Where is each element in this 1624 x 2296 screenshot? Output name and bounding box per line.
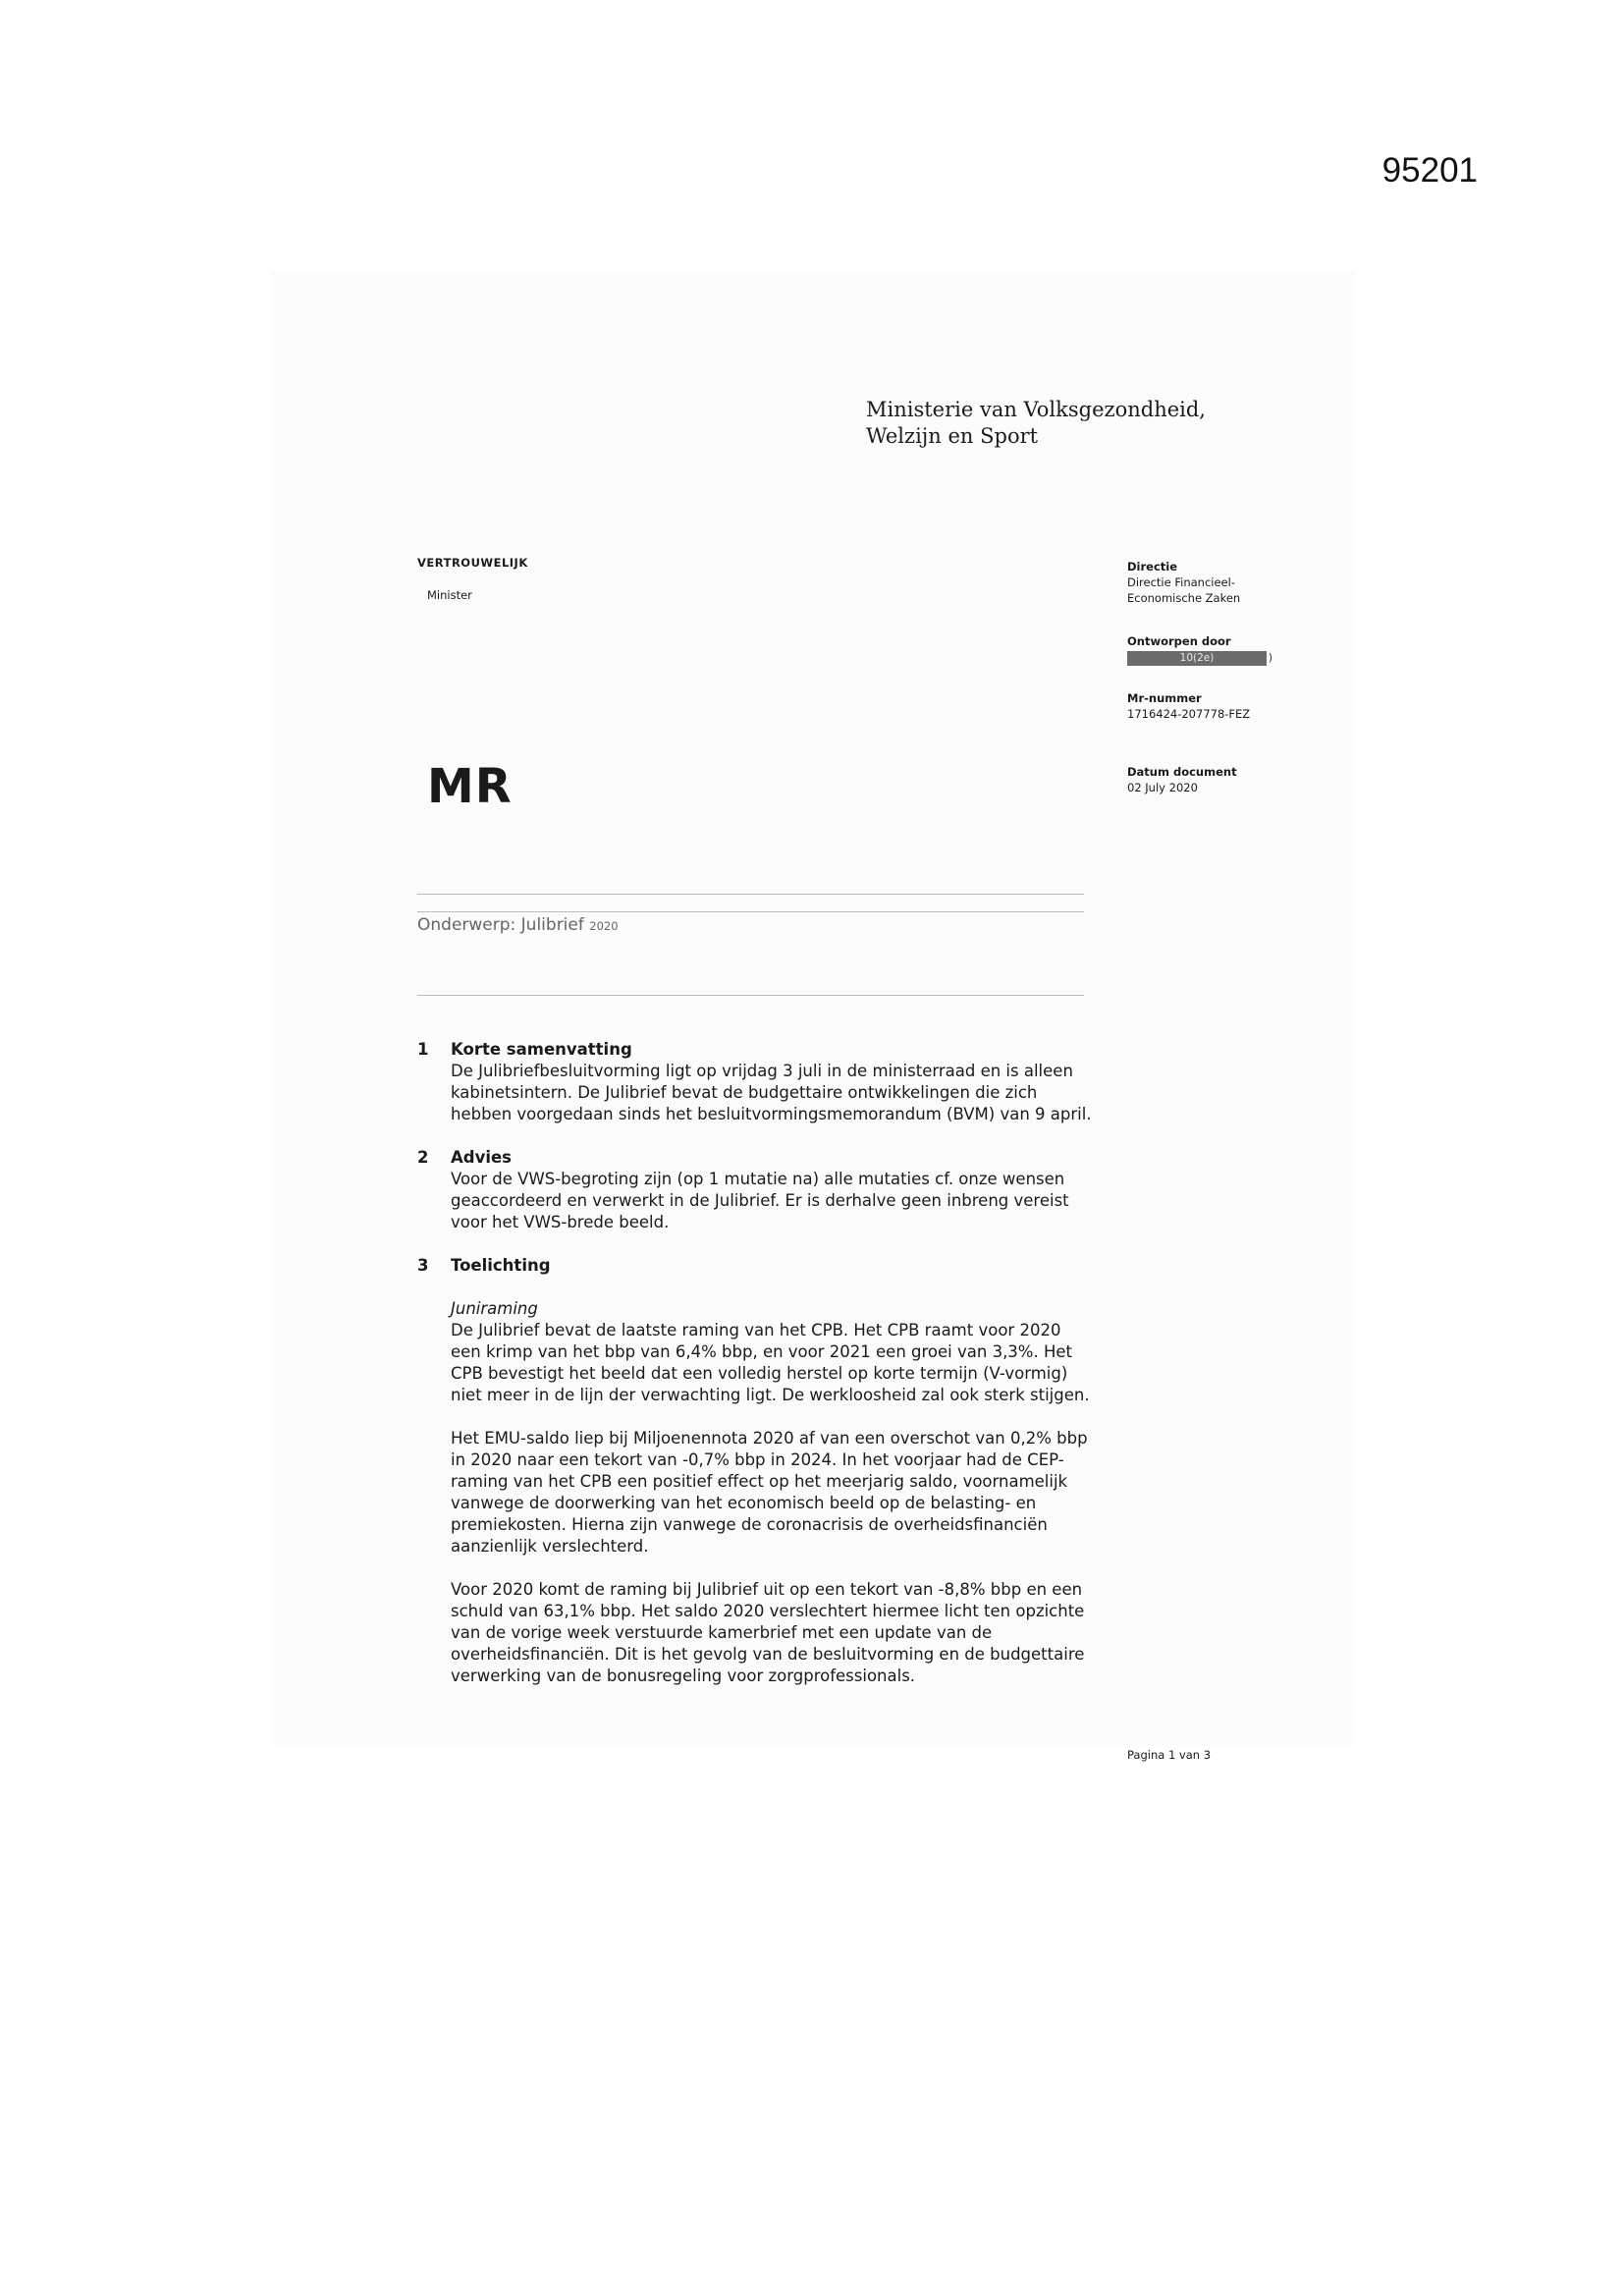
paragraph-line: vanwege de doorwerking van het economisch beeld op de belasting- en xyxy=(451,1494,1037,1512)
section-line: Voor de VWS-begroting zijn (op 1 mutatie na) alle mutaties cf. onze wensen xyxy=(451,1170,1065,1188)
mr-number-label: Mr-nummer xyxy=(1127,691,1202,705)
paragraph-line: overheidsfinanciën. Dit is het gevolg van de besluitvorming en de budgettaire xyxy=(451,1645,1085,1664)
page-number: Pagina 1 van 3 xyxy=(1127,1748,1212,1762)
section-2 xyxy=(417,1147,1124,1233)
datum-label: Datum document xyxy=(1127,765,1237,779)
section-number: 3 xyxy=(417,1256,429,1275)
divider-lower xyxy=(417,995,1084,996)
paragraph-line: in 2020 naar een tekort van -0,7% bbp in 2024. In het voorjaar had de CEP- xyxy=(451,1450,1064,1469)
ministry-line-2: Welzijn en Sport xyxy=(866,424,1039,448)
paragraph-line: een krimp van het bbp van 6,4% bbp, en voor 2021 een groei van 3,3%. Het xyxy=(451,1342,1073,1361)
section-line: kabinetsintern. De Julibrief bevat de budgettaire ontwikkelingen die zich xyxy=(451,1083,1038,1102)
ministry-line-1: Ministerie van Volksgezondheid, xyxy=(866,398,1206,421)
paragraph-line: aanzienlijk verslechterd. xyxy=(451,1537,649,1556)
section-heading: Advies xyxy=(451,1148,513,1167)
paragraph-line: Het EMU-saldo liep bij Miljoenennota 2020 af van een overschot van 0,2% bbp xyxy=(451,1429,1088,1448)
section-line: hebben voorgedaan sinds het besluitvormingsmemorandum (BVM) van 9 april. xyxy=(451,1105,1092,1123)
section-number: 1 xyxy=(417,1040,429,1059)
document-title: MR xyxy=(427,759,513,814)
redaction-code: 10(2e) xyxy=(1179,652,1215,664)
directie-value-2: Economische Zaken xyxy=(1127,591,1241,605)
sidebar-datum xyxy=(1127,764,1314,795)
sidebar-ontworpen xyxy=(1127,633,1314,666)
subject-year: 2020 xyxy=(589,919,619,933)
directie-value-1: Directie Financieel- xyxy=(1127,575,1235,589)
document-body xyxy=(417,1039,1124,1687)
classification-label: VERTROUWELIJK xyxy=(417,556,528,570)
paragraph-line: van de vorige week verstuurde kamerbrief met een update van de xyxy=(451,1623,993,1642)
subheading: Juniraming xyxy=(451,1299,538,1318)
sidebar-mr-nummer xyxy=(1127,690,1314,722)
paragraph-line: Voor 2020 komt de raming bij Julibrief uit op een tekort van -8,8% bbp en een xyxy=(451,1580,1083,1599)
subject-line xyxy=(417,915,619,935)
section-heading: Toelichting xyxy=(451,1256,551,1275)
section-3 xyxy=(417,1255,1124,1687)
ontworpen-label: Ontworpen door xyxy=(1127,634,1231,648)
mr-number-value: 1716424-207778-FEZ xyxy=(1127,707,1251,721)
paragraph-line: schuld van 63,1% bbp. Het saldo 2020 verslechtert hiermee licht ten opzichte xyxy=(451,1602,1085,1620)
redaction-tail: ) xyxy=(1268,652,1272,664)
section-line: geaccordeerd en verwerkt in de Julibrief. Er is derhalve geen inbreng vereist xyxy=(451,1191,1069,1210)
section-heading: Korte samenvatting xyxy=(451,1040,632,1059)
datum-value: 02 July 2020 xyxy=(1127,781,1198,794)
addressee: Minister xyxy=(427,588,472,602)
section-number: 2 xyxy=(417,1148,429,1167)
paragraph-line: CPB bevestigt het beeld dat een volledig herstel op korte termijn (V-vormig) xyxy=(451,1364,1068,1383)
divider-upper xyxy=(417,911,1084,912)
directie-label: Directie xyxy=(1127,560,1178,574)
paragraph-line: raming van het CPB een positief effect op het meerjarig saldo, voornamelijk xyxy=(451,1472,1068,1491)
section-line: voor het VWS-brede beeld. xyxy=(451,1213,670,1231)
sidebar-directie xyxy=(1127,559,1314,606)
ministry-name xyxy=(866,397,1206,450)
paragraph-line: verwerking van de bonusregeling voor zorgprofessionals. xyxy=(451,1667,916,1685)
document-number: 95201 xyxy=(1381,151,1478,190)
section-line: De Julibriefbesluitvorming ligt op vrijdag 3 juli in de ministerraad en is alleen xyxy=(451,1062,1073,1080)
paragraph-line: De Julibrief bevat de laatste raming van het CPB. Het CPB raamt voor 2020 xyxy=(451,1321,1061,1339)
subject-prefix: Onderwerp: Julibrief xyxy=(417,915,584,935)
divider-top xyxy=(417,894,1084,895)
redaction-block xyxy=(1127,651,1272,666)
section-1 xyxy=(417,1039,1124,1125)
paragraph-line: niet meer in de lijn der verwachting ligt. De werkloosheid zal ook sterk stijgen. xyxy=(451,1386,1090,1404)
paragraph-line: premiekosten. Hierna zijn vanwege de coronacrisis de overheidsfinanciën xyxy=(451,1515,1048,1534)
